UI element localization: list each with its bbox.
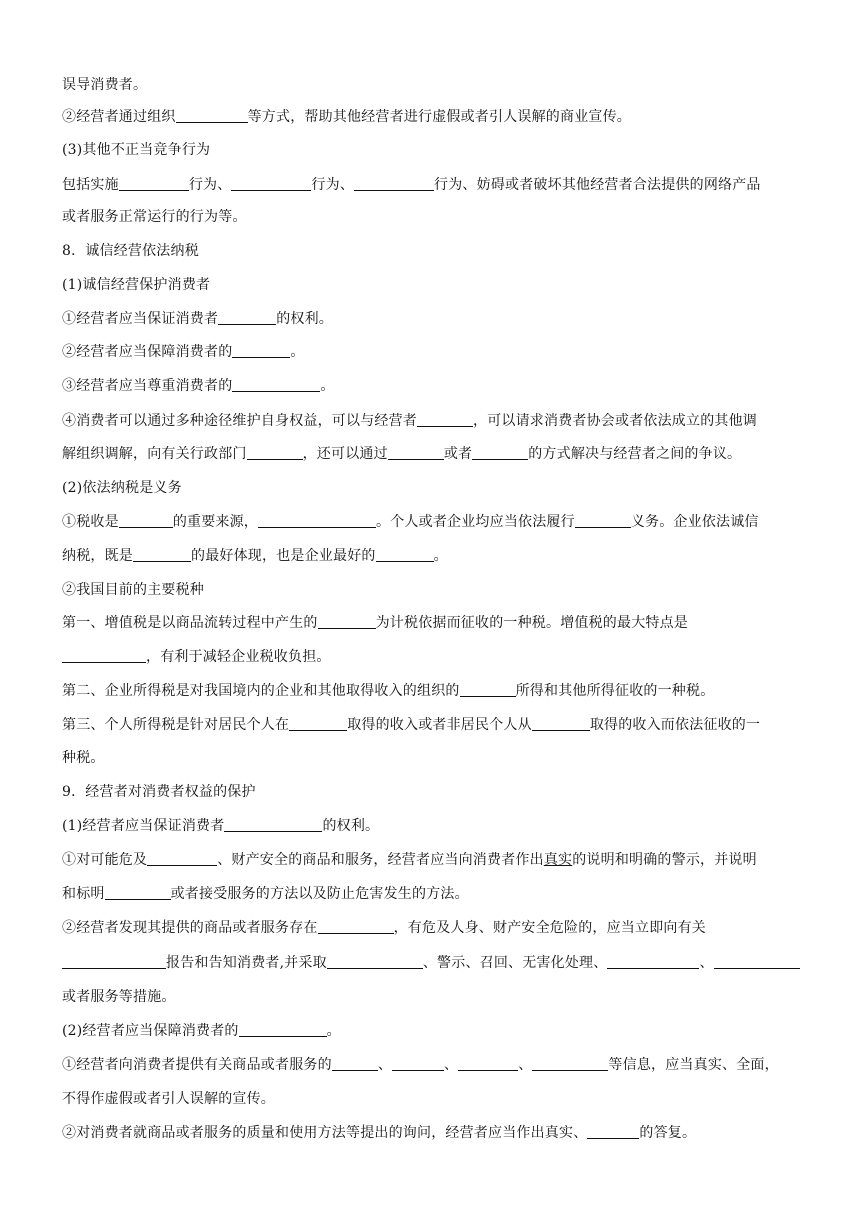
fill-blank[interactable]	[232, 343, 290, 358]
text-line: ①对可能危及 、财产安全的商品和服务，经营者应当向消费者作出真实的说明和明确的警示，并说明	[62, 852, 757, 868]
fill-blank[interactable]	[354, 176, 434, 191]
text-line: 第一、增值税是以商品流转过程中产生的 为计税依据而征收的一种税。增值税的最大特点是	[62, 615, 689, 631]
text-line: 包括实施 行为、 行为、 行为、妨碍或者破坏其他经营者合法提供的网络产品	[62, 177, 761, 193]
fill-blank[interactable]	[327, 954, 423, 969]
fill-blank[interactable]	[714, 954, 800, 969]
fill-blank[interactable]	[532, 1056, 608, 1071]
fill-blank[interactable]	[587, 1124, 639, 1139]
text-line: 或者服务等措施。	[62, 989, 176, 1005]
text-line: 第二、企业所得税是对我国境内的企业和其他取得收入的组织的 所得和其他所得征收的一种税。	[62, 683, 715, 699]
text-line: ④消费者可以通过多种途径维护自身权益，可以与经营者 ，可以请求消费者协会或者依法成立的其他调	[62, 413, 757, 429]
section-heading: (3)其他不正当竞争行为	[62, 142, 211, 158]
fill-blank[interactable]	[392, 1056, 444, 1071]
fill-blank[interactable]	[417, 412, 473, 427]
section-heading: 8．诚信经营依法纳税	[62, 243, 199, 259]
text-line: ，有利于减轻企业税收负担。	[62, 647, 331, 667]
fill-blank[interactable]	[105, 885, 171, 900]
fill-blank[interactable]	[119, 513, 173, 528]
text-line: 或者服务正常运行的行为等。	[62, 209, 247, 225]
fill-blank[interactable]	[388, 445, 444, 460]
fill-blank[interactable]	[289, 716, 347, 731]
text-line: ①经营者应当保证消费者 的权利。	[62, 311, 334, 327]
fill-blank[interactable]	[376, 547, 434, 562]
fill-blank[interactable]	[176, 108, 248, 123]
fill-blank[interactable]	[119, 176, 189, 191]
text-line: ②经营者发现其提供的商品或者服务存在 ，有危及人身、财产安全危险的，应当立即向有关	[62, 920, 707, 936]
fill-blank[interactable]	[332, 1056, 378, 1071]
fill-blank[interactable]	[218, 310, 276, 325]
text-line: 种税。	[62, 750, 105, 766]
fill-blank[interactable]	[62, 954, 166, 969]
text-line: ③经营者应当尊重消费者的 。	[62, 378, 335, 394]
section-heading: (1)诚信经营保护消费者	[62, 277, 211, 293]
fill-blank[interactable]	[575, 513, 631, 528]
section-heading: ②我国目前的主要税种	[62, 582, 204, 598]
text-line: ②经营者通过组织 等方式，帮助其他经营者进行虚假或者引人误解的商业宣传。	[62, 109, 632, 125]
fill-blank[interactable]	[62, 648, 146, 663]
text-line: ①经营者向消费者提供有关商品或者服务的 、 、 、 等信息，应当真实、全面，	[62, 1057, 779, 1073]
fill-blank[interactable]	[532, 716, 590, 731]
fill-blank[interactable]	[239, 1022, 327, 1037]
text-line: (2)经营者应当保障消费者的 。	[62, 1023, 341, 1039]
fill-blank[interactable]	[460, 682, 516, 697]
underlined-word: 真实	[543, 852, 573, 868]
text-line: 解组织调解，向有关行政部门 ，还可以通过 或者 的方式解决与经营者之间的争议。	[62, 446, 742, 462]
text-line: ②对消费者就商品或者服务的质量和使用方法等提出的询问，经营者应当作出真实、 的答复。	[62, 1125, 697, 1141]
fill-blank[interactable]	[458, 1056, 518, 1071]
fill-blank[interactable]	[318, 614, 376, 629]
fill-blank[interactable]	[258, 513, 376, 528]
fill-blank[interactable]	[147, 851, 217, 866]
text-line: (1)经营者应当保证消费者 的权利。	[62, 818, 380, 834]
text-line: ②经营者应当保障消费者的 。	[62, 344, 305, 360]
fill-blank[interactable]	[472, 445, 528, 460]
text-line: 纳税，既是 的最好体现，也是企业最好的 。	[62, 548, 448, 564]
section-heading: 9．经营者对消费者权益的保护	[62, 784, 256, 800]
fill-blank[interactable]	[224, 817, 322, 832]
fill-blank[interactable]	[231, 176, 311, 191]
fill-blank[interactable]	[247, 445, 303, 460]
text-line: 报告和告知消费者,并采取 、警示、召回、无害化处理、 、	[62, 953, 800, 973]
fill-blank[interactable]	[133, 547, 191, 562]
text-line: 误导消费者。	[62, 77, 148, 93]
fill-blank[interactable]	[318, 919, 394, 934]
text-line: 第三、个人所得税是针对居民个人在 取得的收入或者非居民个人从 取得的收入而依法征收的一	[62, 717, 761, 733]
text-line: ①税收是 的重要来源， 。个人或者企业均应当依法履行 义务。企业依法诚信	[62, 514, 759, 530]
text-line: 和标明 或者接受服务的方法以及防止危害发生的方法。	[62, 886, 469, 902]
section-heading: (2)依法纳税是义务	[62, 480, 182, 496]
fill-blank[interactable]	[232, 377, 320, 392]
fill-blank[interactable]	[607, 954, 699, 969]
text-line: 不得作虚假或者引人误解的宣传。	[62, 1091, 275, 1107]
